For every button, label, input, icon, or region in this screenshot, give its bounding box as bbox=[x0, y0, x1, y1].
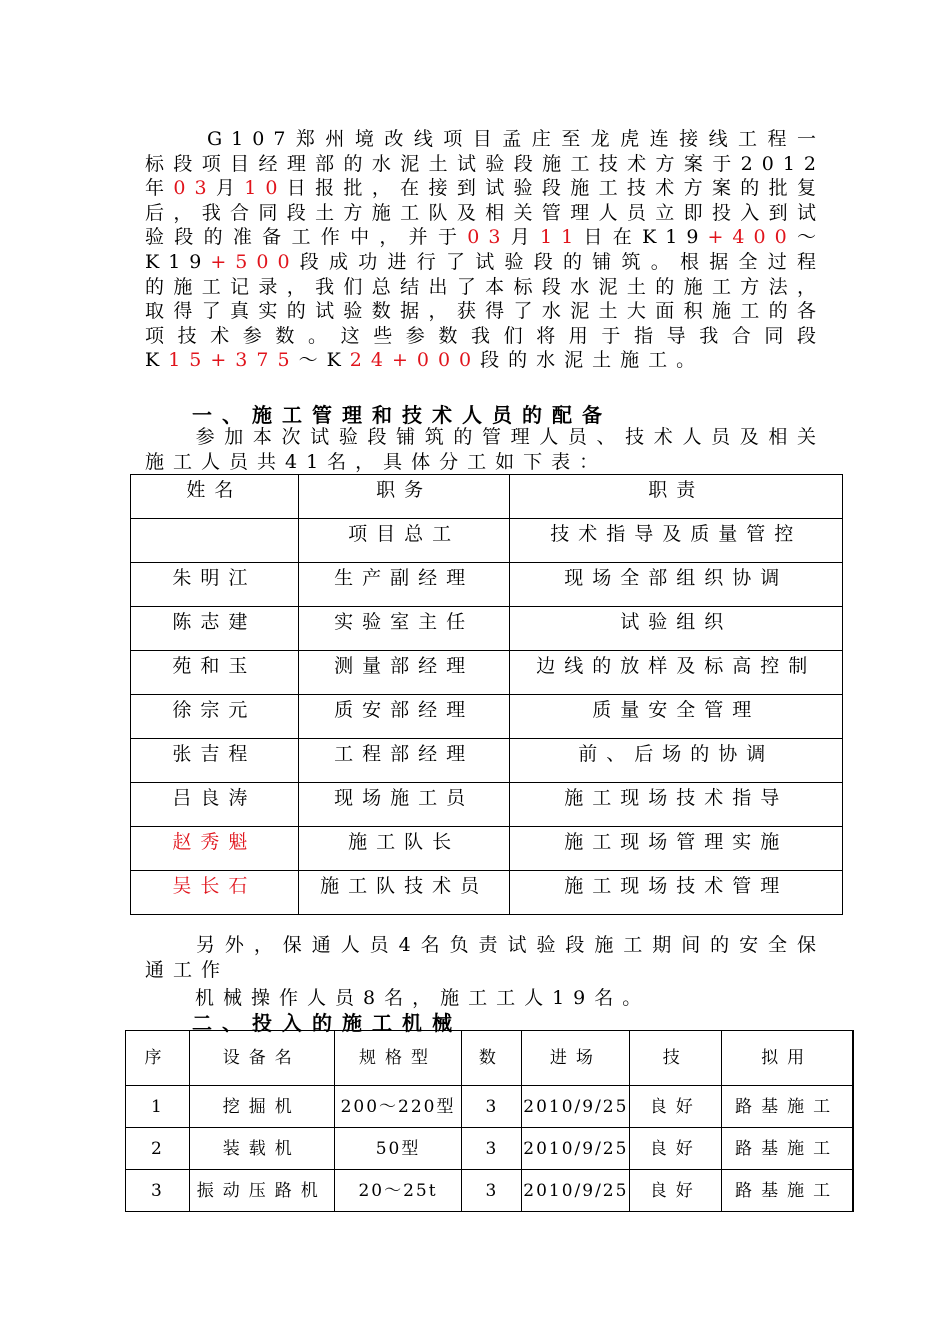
staff-name: 吴长石 bbox=[131, 871, 299, 915]
machine-use: 路基施工 bbox=[722, 1128, 853, 1170]
staff-name: 张吉程 bbox=[131, 739, 299, 783]
staff-duty: 现场全部组织协调 bbox=[510, 563, 843, 607]
machine-entry: 2010/9/25 bbox=[522, 1170, 630, 1212]
machine-name: 振动压路机 bbox=[189, 1170, 334, 1212]
table-row bbox=[131, 827, 843, 871]
staff-title: 施工队技术员 bbox=[298, 871, 510, 915]
header-equipment: 设备名 bbox=[189, 1031, 334, 1086]
machine-condition: 良好 bbox=[630, 1086, 722, 1128]
staff-duty: 质量安全管理 bbox=[510, 695, 843, 739]
intro-text-6: ～K19 bbox=[145, 226, 825, 273]
header-use: 拟用 bbox=[722, 1031, 853, 1086]
section1-text: 参加本次试验段铺筑的管理人员、技术人员及相关施工人员共41名，具体分工如下表： bbox=[145, 426, 825, 473]
table-row bbox=[131, 563, 843, 607]
staff-name bbox=[131, 519, 299, 563]
staff-title: 现场施工员 bbox=[298, 783, 510, 827]
header-qty: 数 bbox=[462, 1031, 522, 1086]
machine-qty: 3 bbox=[462, 1128, 522, 1170]
machine-qty: 3 bbox=[462, 1170, 522, 1212]
staff-title: 生产副经理 bbox=[298, 563, 510, 607]
staff-table bbox=[130, 474, 843, 915]
date-day-1: 10 bbox=[244, 177, 287, 200]
date-month-1: 03 bbox=[173, 177, 216, 200]
machine-spec: 20～25t bbox=[334, 1170, 462, 1212]
staff-name: 赵秀魁 bbox=[131, 827, 299, 871]
machine-use: 路基施工 bbox=[722, 1170, 853, 1212]
machine-table bbox=[125, 1030, 853, 1212]
staff-duty: 前、后场的协调 bbox=[510, 739, 843, 783]
date-month-2: 03 bbox=[467, 226, 510, 249]
staff-name: 朱明江 bbox=[131, 563, 299, 607]
staff-title: 测量部经理 bbox=[298, 651, 510, 695]
table-row bbox=[131, 695, 843, 739]
date-day-2: 11 bbox=[540, 226, 583, 249]
machine-condition: 良好 bbox=[630, 1128, 722, 1170]
header-name: 姓名 bbox=[131, 475, 299, 519]
intro-text-7: 段成功进行了试验段的铺筑。根据全过程的施工记录，我们总结出了本标段水泥土的施工方法，取得了真实的试验数据，获得了水泥土大面积施工的各项技术参数。这些参数我们将用于指导我合同段K bbox=[145, 250, 825, 372]
intro-text-8: ～K bbox=[298, 349, 350, 372]
staff-title: 项目总工 bbox=[298, 519, 510, 563]
header-duty: 职责 bbox=[510, 475, 843, 519]
intro-text-2: 月 bbox=[215, 177, 245, 200]
header-spec: 规格型 bbox=[334, 1031, 462, 1086]
staff-name: 徐宗元 bbox=[131, 695, 299, 739]
machine-use: 路基施工 bbox=[722, 1086, 853, 1128]
intro-text-1: G107郑州境改线项目孟庄至龙虎连接线工程一标段项目经理部的水泥土试验段施工技术方案于2012年 bbox=[145, 128, 825, 200]
safety-note-text: 另外，保通人员4名负责试验段施工期间的安全保通工作 bbox=[145, 934, 825, 981]
table-header-row bbox=[131, 475, 843, 519]
table-row bbox=[126, 1170, 853, 1212]
staff-duty: 边线的放样及标高控制 bbox=[510, 651, 843, 695]
intro-text-3: 日报批，在接到试验段施工技术方案的批复后，我合同段土方施工队及相关管理人员立即投入到试验段的准备工作中，并于 bbox=[145, 177, 825, 249]
table-row bbox=[126, 1086, 853, 1128]
contract-end: 24+000 bbox=[349, 349, 481, 372]
table-row bbox=[131, 519, 843, 563]
table-row bbox=[131, 871, 843, 915]
machine-spec: 50型 bbox=[334, 1128, 462, 1170]
header-no: 序 bbox=[126, 1031, 190, 1086]
staff-duty: 技术指导及质量管控 bbox=[510, 519, 843, 563]
table-row bbox=[131, 651, 843, 695]
staff-name: 陈志建 bbox=[131, 607, 299, 651]
intro-text-5: 日在K19 bbox=[582, 226, 708, 249]
table-row bbox=[131, 739, 843, 783]
machine-name: 挖掘机 bbox=[189, 1086, 334, 1128]
machine-no: 1 bbox=[126, 1086, 190, 1128]
staff-duty: 施工现场技术管理 bbox=[510, 871, 843, 915]
intro-text-9: 段的水泥土施工。 bbox=[480, 349, 705, 372]
staff-duty: 施工现场管理实施 bbox=[510, 827, 843, 871]
safety-note bbox=[145, 933, 825, 982]
intro-text-4: 月 bbox=[509, 226, 541, 249]
machine-no: 3 bbox=[126, 1170, 190, 1212]
machine-entry: 2010/9/25 bbox=[522, 1086, 630, 1128]
table-row bbox=[131, 607, 843, 651]
header-tech: 技 bbox=[630, 1031, 722, 1086]
contract-start: 15+375 bbox=[168, 349, 299, 372]
section1-heading: 一、施工管理和技术人员的配备 bbox=[192, 403, 612, 427]
machine-spec: 200～220型 bbox=[334, 1086, 462, 1128]
staff-title: 质安部经理 bbox=[298, 695, 510, 739]
intro-paragraph bbox=[145, 127, 825, 373]
staff-title: 工程部经理 bbox=[298, 739, 510, 783]
machine-name: 装载机 bbox=[189, 1128, 334, 1170]
machine-no: 2 bbox=[126, 1128, 190, 1170]
staff-title: 实验室主任 bbox=[298, 607, 510, 651]
table-row bbox=[126, 1128, 853, 1170]
station-start: +400 bbox=[707, 226, 796, 249]
table-header-row bbox=[126, 1031, 853, 1086]
section1-paragraph bbox=[145, 425, 825, 474]
staff-duty: 施工现场技术指导 bbox=[510, 783, 843, 827]
staff-duty: 试验组织 bbox=[510, 607, 843, 651]
station-end: +500 bbox=[210, 250, 299, 273]
workforce-note: 机械操作人员8名，施工工人19名。 bbox=[195, 987, 651, 1009]
machine-entry: 2010/9/25 bbox=[522, 1128, 630, 1170]
machine-condition: 良好 bbox=[630, 1170, 722, 1212]
table-row bbox=[131, 783, 843, 827]
table-border bbox=[852, 1030, 854, 1212]
machine-qty: 3 bbox=[462, 1086, 522, 1128]
header-title: 职务 bbox=[298, 475, 510, 519]
section2-heading: 二、投入的施工机械 bbox=[192, 1011, 462, 1035]
staff-name: 吕良涛 bbox=[131, 783, 299, 827]
header-entry: 进场 bbox=[522, 1031, 630, 1086]
staff-name: 苑和玉 bbox=[131, 651, 299, 695]
staff-title: 施工队长 bbox=[298, 827, 510, 871]
